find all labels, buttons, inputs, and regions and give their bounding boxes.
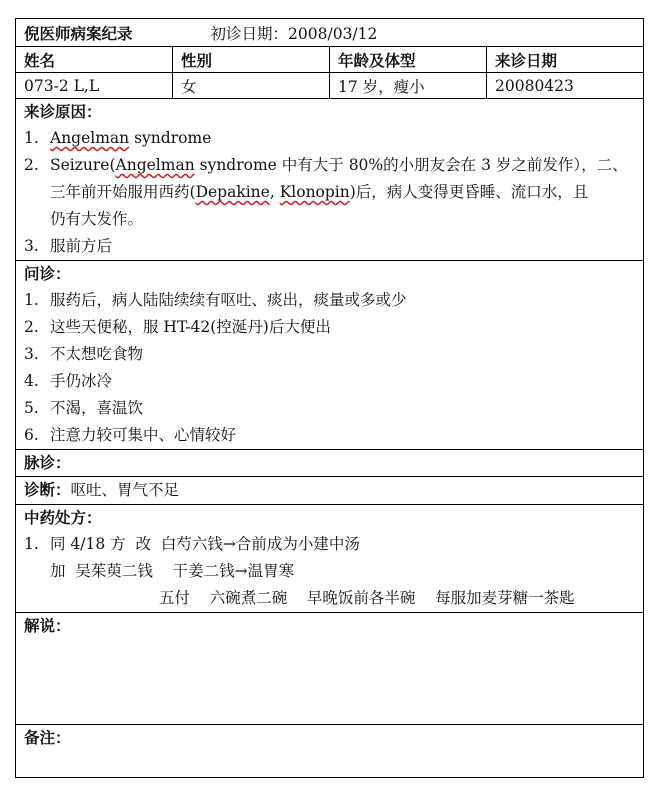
- pulse-section: [16, 450, 644, 477]
- arrow-right-icon: →: [234, 562, 248, 580]
- explanation-section: [16, 613, 644, 725]
- name-value: 073-2 L,L: [16, 73, 173, 99]
- prescription-line-1: 1. 同 4/18 方 改 白芍六钱→合前成为小建中汤: [24, 535, 360, 553]
- age-build-value: 17 岁，瘦小: [330, 73, 487, 99]
- inquiry-section: [16, 261, 644, 450]
- name-header: 姓名: [16, 47, 173, 73]
- reason-section: [16, 99, 644, 261]
- list-item: 5. 不渴，喜温饮: [24, 399, 144, 417]
- list-item: 3. 不太想吃食物: [24, 345, 144, 363]
- case-record-sheet: [15, 18, 643, 778]
- arrow-right-icon: →: [222, 535, 236, 553]
- first-visit-date: 2008/03/12: [288, 24, 378, 43]
- prescription-line-3: 五付 六碗煮二碗 早晚饭前各半碗 每服加麦芽糖一茶匙: [159, 589, 575, 607]
- list-item: 3. 服前方后: [24, 237, 113, 255]
- list-item: 2. Seizure(Angelman syndrome 中有大于 80%的小朋友会在 3 岁之前发作），二、 三年前开始服用西药(Depakine, Klonopin)后，病人变得更昏睡、流口水，且 仍有大发作。: [24, 156, 628, 228]
- diagnosis-value: 呕吐、胃气不足: [70, 481, 180, 499]
- pulse-title: 脉诊：: [24, 453, 71, 472]
- list-item: 1. 服药后，病人陆陆续续有呕吐、痰出，痰量或多或少: [24, 291, 407, 309]
- first-visit-date-label: 初诊日期：: [210, 24, 289, 43]
- info-value-row: [16, 73, 644, 99]
- inquiry-title: 问诊：: [24, 264, 71, 283]
- prescription-line-2: 加 吴茱萸二钱 干姜二钱→温胃寒: [50, 562, 295, 580]
- list-item: 2. 这些天便秘，服 HT-42(控涎丹)后大便出: [24, 318, 331, 336]
- list-item: 1. Angelman syndrome: [24, 129, 212, 147]
- sex-header: 性别: [173, 47, 330, 73]
- list-item: 6. 注意力较可集中、心情较好: [24, 426, 237, 444]
- sex-value: 女: [173, 73, 330, 99]
- explanation-title: 解说：: [24, 616, 71, 635]
- info-header-row: [16, 47, 644, 73]
- visit-date-value: 20080423: [487, 73, 644, 99]
- notes-title: 备注：: [24, 728, 71, 747]
- inquiry-list: [24, 287, 635, 449]
- diagnosis-section: [16, 477, 644, 505]
- prescription-title: 中药处方：: [24, 508, 102, 527]
- list-item: 4. 手仍冰冷: [24, 372, 113, 390]
- age-build-header: 年龄及体型: [330, 47, 487, 73]
- notes-section: [16, 725, 644, 778]
- title-row: [16, 19, 644, 47]
- reason-title: 来诊原因：: [24, 102, 102, 121]
- visit-date-header: 来诊日期: [487, 47, 644, 73]
- case-record-table: [15, 18, 644, 778]
- record-title: 倪医师病案纪录: [24, 23, 133, 43]
- prescription-section: [16, 505, 644, 613]
- diagnosis-title: 诊断：: [24, 480, 71, 499]
- reason-list: [24, 125, 635, 260]
